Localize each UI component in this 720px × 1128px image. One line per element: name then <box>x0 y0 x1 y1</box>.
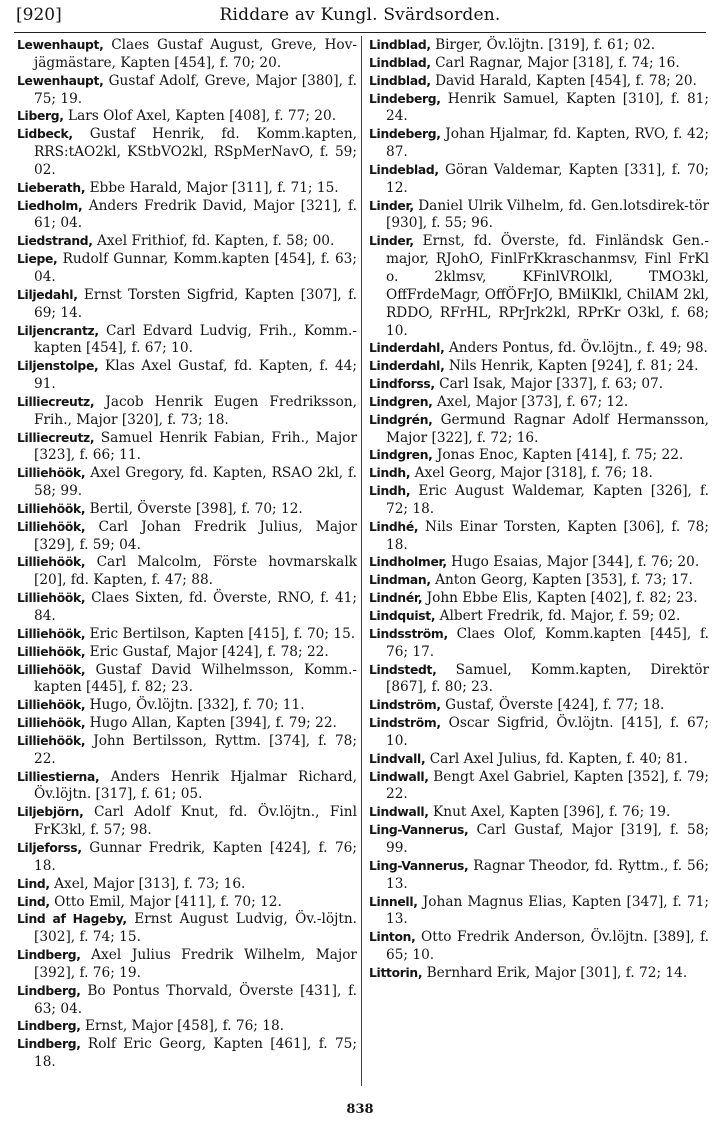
entry-details: Claes Gustaf August, Greve, Hov-jägmästare, Kapten [454], f. 70; 20. <box>34 37 357 71</box>
entry-details: Ragnar Theodor, fd. Ryttm., f. 56; 13. <box>386 857 709 892</box>
entry-surname: Lilliehöök, <box>17 591 86 606</box>
entry-details: Axel Frithiof, fd. Kapten, f. 58; 00. <box>97 233 335 250</box>
entry-details: Gustaf Adolf, Greve, Major [380], f. 75; 19. <box>34 72 357 107</box>
entry-surname: Lewenhaupt, <box>17 73 104 88</box>
entry-details: Carl Adolf Knut, fd. Öv.löjtn., Finl FrK3kl, f. 57; 98. <box>34 804 358 839</box>
entry-surname: Liedholm, <box>17 198 83 213</box>
entry-surname: Liljenstolpe, <box>17 359 99 374</box>
entry-details: Carl Johan Fredrik Julius, Major [329], f. 59; 04. <box>34 518 358 553</box>
register-entry <box>369 697 709 715</box>
entry-surname: Ling-Vannerus, <box>369 858 469 873</box>
entry-surname: Lindblad, <box>369 55 431 70</box>
left-column <box>17 37 357 1072</box>
entry-details: Gustaf David Wilhelmsson, Komm.-kapten [445], f. 82; 23. <box>34 661 357 696</box>
entry-surname: Liljedahl, <box>17 287 78 302</box>
entry-surname: Lindvall, <box>369 751 426 766</box>
entry-surname: Lilliehöök, <box>17 466 86 481</box>
entry-details: Bernhard Erik, Major [301], f. 72; 14. <box>426 964 688 981</box>
entry-details: Bengt Axel Gabriel, Kapten [352], f. 79; 22. <box>386 768 709 803</box>
right-column <box>369 37 709 983</box>
entry-details: Jonas Enoc, Kapten [414], f. 75; 22. <box>436 447 684 464</box>
entry-surname: Lewenhaupt, <box>17 38 104 52</box>
register-entry <box>369 894 709 930</box>
entry-surname: Lindeberg, <box>369 91 441 106</box>
register-entry <box>369 769 709 805</box>
register-entry <box>17 358 357 394</box>
register-entry <box>369 198 709 234</box>
register-entry <box>17 947 357 983</box>
entry-details: Knut Axel, Kapten [396], f. 76; 19. <box>433 804 671 821</box>
register-entry <box>17 1018 357 1036</box>
register-entry <box>17 715 357 733</box>
register-entry <box>17 198 357 234</box>
entry-details: Ernst, fd. Överste, fd. Finländsk Gen.-major, RJohO, FinlFrKkraschanmsv, Finl FrKl o. 2klmsv, KFinlVROlkl, TMO3kl, OffFrdeMagr, OffÖFrJO, BMilKlkl, ChilAM 2kl, RDDO, RFrHL, RPrJrk2kl, RPrKr O3kl, f. 68; 10. <box>386 233 709 339</box>
entry-surname: Lind, <box>17 894 50 909</box>
register-entry <box>17 465 357 501</box>
entry-surname: Lilliecreutz, <box>17 430 95 445</box>
entry-details: Oscar Sigfrid, Öv.löjtn. [415], f. 67; 10. <box>386 715 709 749</box>
entry-surname: Littorin, <box>369 965 423 980</box>
register-entry <box>369 858 709 894</box>
entry-surname: Lindberg, <box>17 1037 81 1052</box>
register-entry <box>17 840 357 876</box>
entry-surname: Lindquist, <box>369 609 436 623</box>
register-entry <box>369 376 709 394</box>
entry-surname: Lindhé, <box>369 519 419 534</box>
register-entry <box>369 751 709 769</box>
register-entry <box>369 590 709 608</box>
register-entry <box>17 894 357 912</box>
column-divider <box>361 36 362 1086</box>
entry-details: Ernst August Ludvig, Öv.-löjtn. [302], f. 74; 15. <box>34 911 357 946</box>
entry-details: Carl Edvard Ludvig, Frih., Komm.-kapten [454], f. 67; 10. <box>34 322 357 357</box>
entry-details: Anders Fredrik David, Major [321], f. 61; 04. <box>34 197 357 232</box>
entry-details: Klas Axel Gustaf, fd. Kapten, f. 44; 91. <box>34 358 357 393</box>
entry-details: Bertil, Överste [398], f. 70; 12. <box>89 500 303 517</box>
register-entry <box>369 804 709 822</box>
entry-surname: Lindström, <box>369 698 441 713</box>
register-entry <box>17 519 357 555</box>
entry-surname: Lilliestierna, <box>17 769 100 784</box>
entry-surname: Lilliehöök, <box>17 733 86 748</box>
entry-surname: Lindgren, <box>369 448 433 463</box>
entry-surname: Linderdahl, <box>369 341 445 356</box>
register-entry <box>369 340 709 358</box>
register-entry <box>369 554 709 572</box>
entry-surname: Lindgren, <box>369 394 433 409</box>
register-entry <box>17 697 357 715</box>
entry-details: Birger, Öv.löjtn. [319], f. 61; 02. <box>435 37 656 53</box>
register-entry <box>17 876 357 894</box>
entry-surname: Lieberath, <box>17 180 86 195</box>
entry-surname: Ling-Vannerus, <box>369 823 469 838</box>
register-entry <box>369 715 709 751</box>
entry-details: John Ebbe Elis, Kapten [402], f. 82; 23. <box>426 590 698 607</box>
register-entry <box>369 608 709 626</box>
entry-surname: Liljencrantz, <box>17 323 99 338</box>
entry-surname: Linderdahl, <box>369 359 445 374</box>
entry-surname: Lilliehöök, <box>17 519 86 534</box>
entry-details: Hugo Allan, Kapten [394], f. 79; 22. <box>89 715 337 732</box>
entry-details: Axel Georg, Major [318], f. 76; 18. <box>414 465 653 482</box>
entry-surname: Lindh, <box>369 484 411 499</box>
entry-surname: Lind af Hageby, <box>17 912 127 927</box>
register-entry <box>369 626 709 662</box>
entry-details: Eric Gustaf, Major [424], f. 78; 22. <box>89 643 329 660</box>
entry-surname: Lilliecreutz, <box>17 394 95 409</box>
entry-details: Henrik Samuel, Kapten [310], f. 81; 24. <box>386 90 709 125</box>
entry-details: Anton Georg, Kapten [353], f. 73; 17. <box>435 572 693 589</box>
entry-surname: Lidbeck, <box>17 127 73 142</box>
entry-details: Nils Einar Torsten, Kapten [306], f. 78; 18. <box>386 518 709 553</box>
entry-details: Germund Ragnar Adolf Hermansson, Major [322], f. 72; 16. <box>386 411 709 446</box>
entry-details: John Bertilsson, Ryttm. [374], f. 78; 22. <box>34 732 357 767</box>
page-number: [920] <box>16 5 62 25</box>
entry-surname: Linder, <box>369 234 414 249</box>
entry-surname: Lindnér, <box>369 591 423 606</box>
entry-surname: Lilliehöök, <box>17 716 86 731</box>
register-entry <box>369 162 709 198</box>
entry-surname: Lindeberg, <box>369 127 441 142</box>
entry-surname: Lindman, <box>369 573 431 588</box>
entry-surname: Lindholmer, <box>369 555 447 570</box>
register-entry <box>369 465 709 483</box>
register-entry <box>17 590 357 626</box>
entry-surname: Liberg, <box>17 109 64 124</box>
register-entry <box>17 626 357 644</box>
register-entry <box>369 233 709 340</box>
entry-details: Eric Bertilson, Kapten [415], f. 70; 15. <box>89 625 356 642</box>
register-entry <box>369 483 709 519</box>
entry-surname: Liljeforss, <box>17 840 82 855</box>
entry-surname: Lilliehöök, <box>17 555 86 570</box>
entry-surname: Lindblad, <box>369 73 431 88</box>
entry-surname: Lindh, <box>369 466 411 481</box>
entry-details: Samuel Henrik Fabian, Frih., Major [323], f. 66; 11. <box>34 429 357 464</box>
entry-details: Anders Pontus, fd. Öv.löjtn., f. 49; 98. <box>448 340 708 357</box>
entry-surname: Lindforss, <box>369 377 435 392</box>
entry-surname: Liedstrand, <box>17 234 93 249</box>
register-entry <box>17 554 357 590</box>
register-entry <box>17 108 357 126</box>
entry-details: Ernst, Major [458], f. 76; 18. <box>84 1018 285 1035</box>
header-rule <box>14 32 706 33</box>
entry-surname: Liljebjörn, <box>17 805 84 820</box>
entry-surname: Lindeblad, <box>369 162 439 177</box>
entry-surname: Lind, <box>17 876 50 891</box>
entry-details: Axel Gregory, fd. Kapten, RSAO 2kl, f. 58; 99. <box>34 465 357 500</box>
entry-details: Lars Olof Axel, Kapten [408], f. 77; 20. <box>68 108 337 125</box>
entry-details: Gustaf Henrik, fd. Komm.kapten, RRS:tAO2kl, KStbVO2kl, RSpMerNavO, f. 59; 02. <box>34 126 357 178</box>
register-entry <box>369 662 709 698</box>
entry-surname: Lilliehöök, <box>17 626 86 641</box>
register-entry <box>369 519 709 555</box>
entry-details: Bo Pontus Thorvald, Överste [431], f. 63; 04. <box>34 982 357 1017</box>
register-entry <box>17 37 357 73</box>
register-entry <box>17 73 357 109</box>
entry-details: Carl Axel Julius, fd. Kapten, f. 40; 81. <box>429 750 688 767</box>
register-entry <box>17 769 357 805</box>
entry-details: Albert Fredrik, fd. Major, f. 59; 02. <box>439 608 681 624</box>
register-entry <box>17 287 357 323</box>
entry-details: Axel, Major [313], f. 73; 16. <box>54 875 246 892</box>
entry-details: Hugo, Öv.löjtn. [332], f. 70; 11. <box>89 697 305 714</box>
register-entry <box>369 965 709 983</box>
entry-surname: Lilliehöök, <box>17 662 86 677</box>
register-entry <box>17 911 357 947</box>
entry-details: Daniel Ulrik Vilhelm, fd. Gen.lotsdirek-tör [930], f. 55; 96. <box>386 197 709 232</box>
entry-details: Carl Malcolm, Förste hovmarskalk [20], fd. Kapten, f. 47; 88. <box>34 554 357 589</box>
entry-surname: Lindberg, <box>17 948 81 963</box>
entry-details: Nils Henrik, Kapten [924], f. 81; 24. <box>448 358 699 375</box>
entry-surname: Lindstedt, <box>369 662 437 677</box>
entry-surname: Lindwall, <box>369 769 429 784</box>
entry-details: David Harald, Kapten [454], f. 78; 20. <box>435 72 697 89</box>
entry-details: Rudolf Gunnar, Komm.kapten [454], f. 63; 04. <box>34 251 357 285</box>
entry-surname: Lindblad, <box>369 38 431 52</box>
register-entry <box>369 412 709 448</box>
page-header <box>14 3 706 30</box>
entry-details: Gustaf, Överste [424], f. 77; 18. <box>445 697 665 714</box>
register-entry <box>369 394 709 412</box>
entry-details: Göran Valdemar, Kapten [331], f. 70; 12. <box>386 161 709 196</box>
entry-surname: Lindsström, <box>369 626 448 641</box>
register-entry <box>369 73 709 91</box>
register-entry <box>369 929 709 965</box>
entry-details: Claes Olof, Komm.kapten [445], f. 76; 17. <box>386 625 709 660</box>
register-entry <box>17 501 357 519</box>
register-entry <box>17 233 357 251</box>
register-entry <box>17 983 357 1019</box>
register-entry <box>369 55 709 73</box>
entry-details: Carl Gustaf, Major [319], f. 58; 99. <box>386 822 709 856</box>
register-entry <box>17 180 357 198</box>
entry-surname: Lindström, <box>369 716 441 731</box>
entry-details: Johan Magnus Elias, Kapten [347], f. 71; 13. <box>386 893 709 928</box>
register-entry <box>369 37 709 55</box>
entry-details: Carl Ragnar, Major [318], f. 74; 16. <box>435 54 680 71</box>
entry-surname: Lindberg, <box>17 1019 81 1034</box>
register-entry <box>17 1036 357 1072</box>
entry-surname: Linton, <box>369 930 416 945</box>
entry-details: Otto Fredrik Anderson, Öv.löjtn. [389], f. 65; 10. <box>386 929 709 964</box>
entry-surname: Lindberg, <box>17 983 81 998</box>
register-entry <box>17 394 357 430</box>
entry-details: Otto Emil, Major [411], f. 70; 12. <box>54 893 282 910</box>
entry-details: Johan Hjalmar, fd. Kapten, RVO, f. 42; 87. <box>386 126 709 161</box>
register-entry <box>17 126 357 180</box>
register-entry <box>17 733 357 769</box>
entry-details: Ebbe Harald, Major [311], f. 71; 15. <box>89 179 339 196</box>
entry-details: Hugo Esaias, Major [344], f. 76; 20. <box>451 554 700 571</box>
running-title: Riddare av Kungl. Svärdsorden. <box>219 5 501 25</box>
register-entry <box>17 644 357 662</box>
folio-number: 838 <box>346 1102 374 1117</box>
entry-surname: Liepe, <box>17 252 58 267</box>
entry-surname: Linder, <box>369 198 414 213</box>
register-entry <box>369 447 709 465</box>
entry-surname: Linnell, <box>369 894 418 909</box>
register-entry <box>17 430 357 466</box>
register-entry <box>369 91 709 127</box>
entry-details: Ernst Torsten Sigfrid, Kapten [307], f. 69; 14. <box>34 286 357 321</box>
register-entry <box>17 662 357 698</box>
entry-details: Gunnar Fredrik, Kapten [424], f. 76; 18. <box>34 839 357 874</box>
entry-details: Jacob Henrik Eugen Fredriksson, Frih., Major [320], f. 73; 18. <box>34 393 357 428</box>
entry-details: Claes Sixten, fd. Överste, RNO, f. 41; 84. <box>34 590 357 624</box>
entry-details: Axel, Major [373], f. 67; 12. <box>436 393 629 410</box>
entry-details: Rolf Eric Georg, Kapten [461], f. 75; 18. <box>34 1036 358 1071</box>
entry-details: Carl Isak, Major [337], f. 63; 07. <box>439 376 664 393</box>
register-entry <box>369 126 709 162</box>
entry-surname: Lindgrén, <box>369 412 433 427</box>
entry-surname: Lilliehöök, <box>17 644 86 659</box>
entry-details: Eric August Waldemar, Kapten [326], f. 72; 18. <box>386 483 709 517</box>
entry-surname: Lilliehöök, <box>17 698 86 713</box>
entry-surname: Lilliehöök, <box>17 501 86 516</box>
entry-surname: Lindwall, <box>369 805 429 820</box>
entry-details: Axel Julius Fredrik Wilhelm, Major [392], f. 76; 19. <box>34 947 357 981</box>
register-entry <box>369 572 709 590</box>
entry-details: Samuel, Komm.kapten, Direktör [867], f. 80; 23. <box>386 661 709 696</box>
register-entry <box>369 822 709 858</box>
register-entry <box>369 358 709 376</box>
register-entry <box>17 251 357 287</box>
register-entry <box>17 323 357 359</box>
entry-details: Anders Henrik Hjalmar Richard, Öv.löjtn. [317], f. 61; 05. <box>34 768 357 803</box>
register-entry <box>17 804 357 840</box>
